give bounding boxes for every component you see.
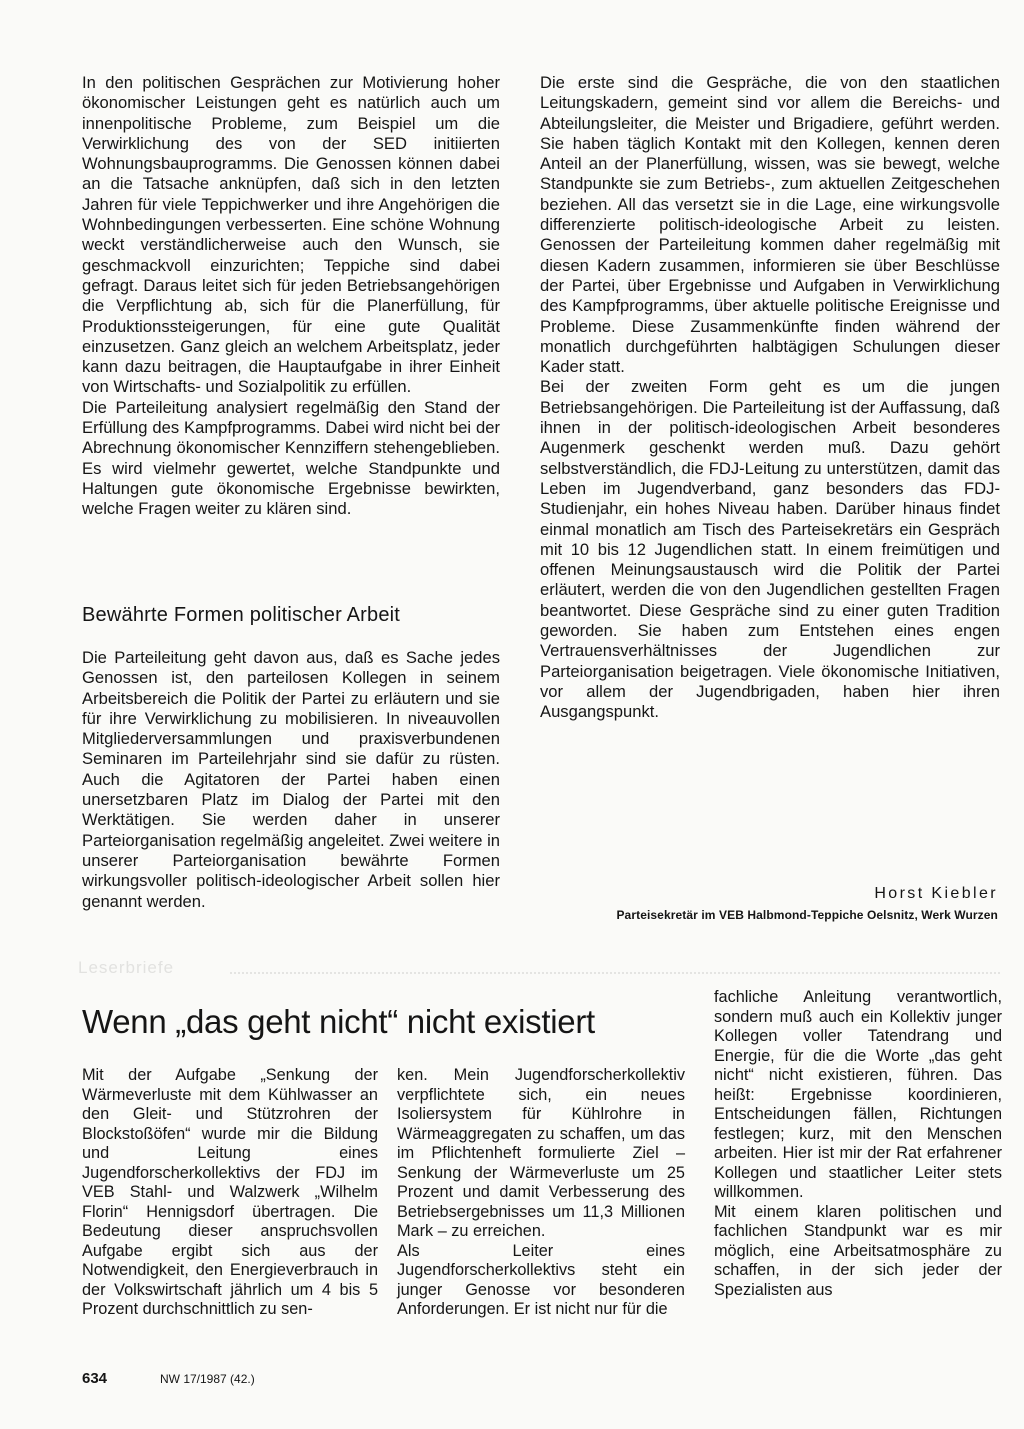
article-column-left xyxy=(82,73,500,520)
issue-reference: NW 17/1987 (42.) xyxy=(160,1372,255,1386)
page-number: 634 xyxy=(82,1370,108,1387)
letter-headline: Wenn „das geht nicht“ nicht existiert xyxy=(82,1003,595,1040)
section-subheading: Bewährte Formen politischer Arbeit xyxy=(82,604,401,626)
paragraph: Bei der zweiten Form geht es um die jungen Betriebsangehörigen. Die Parteileitung ist der Auffassung, daß ihnen in der politisch-ideologischen Arbeit besonderes Augenmerk geschenkt werden muß. Dazu gehört selbstverständlich, die FDJ-Leitung zu unterstützen, damit das Leben im Jugendverband, ganz besonders das FDJ-Studienjahr, ein hohes Niveau haben. Darüber hinaus findet einmal monatlich am Tisch des Parteisekretärs ein Gespräch mit 10 bis 12 Jugendlichen statt. In einem freimütigen und offenen Meinungsaustausch wird die Politik der Partei erläutert, werden die von den Jugendlichen gestellten Fragen beantwortet. Diese Gespräche sind zu einer guten Tradition geworden. Sie haben zum Entstehen eines engen Vertrauensverhältnisses der Jugendlichen zur Parteiorganisation beigetragen. Viele ökonomische Initiativen, vor allem der Jugendbrigaden, haben hier ihren Ausgangspunkt. xyxy=(540,377,1000,722)
paragraph: Die erste sind die Gespräche, die von den staatlichen Leitungskadern, gemeint sind vor allem die Bereichs- und Abteilungsleiter, die Meister und Brigadiere, geführt werden. Sie haben täglich Kontakt mit den Kollegen, kennen deren Anteil an der Planerfüllung, wissen, was sie bewegt, welche Standpunkte sie zum Betriebs-, zum aktuellen Zeitgeschehen beziehen. All das versetzt sie in die Lage, eine wirkungsvolle differenzierte politisch-ideologische Arbeit zu leisten. Genossen der Parteileitung kommen daher regelmäßig mit diesen Kadern zusammen, informieren sie über Beschlüsse der Partei, über Ergebnisse und Aufgaben in Verwirklichung des Kampfprogramms, über aktuelle politische Ereignisse und Probleme. Diese Zusammenkünfte finden während der monatlich durchgeführten halbtägigen Schulungen dieser Kader statt. xyxy=(540,73,1000,377)
author-affiliation: Parteisekretär im VEB Halbmond-Teppiche Oelsnitz, Werk Wurzen xyxy=(616,908,998,922)
paragraph: ken. Mein Jugendforscherkollektiv verpflichtete sich, ein neues Isoliersystem für Kühlrohre in Wärmeaggregaten zu schaffen, um das im Pflichtenheft formulierte Ziel – Senkung der Wärmeverluste um 25 Prozent und damit Verbesserung des Betriebsergebnisses um 11,3 Millionen Mark – zu erreichen. xyxy=(397,1066,685,1240)
paragraph: In den politischen Gesprächen zur Motivierung hoher ökonomischer Leistungen geht es natürlich auch um innenpolitische Probleme, zum Beispiel um die Verwirklichung des von der SED initiierten Wohnungsbauprogramms. Die Genossen können dabei an die Tatsache anknüpfen, daß sich in den letzten Jahren für viele Teppichwerker und ihre Angehörigen die Wohnbedingungen verbesserten. Eine schöne Wohnung weckt verständlicherweise auch den Wunsch, sie geschmackvoll einzurichten; Teppiche sind dabei gefragt. Daraus leitet sich für jeden Betriebsangehörigen die Verpflichtung ab, sich für die Planerfüllung, für Produktionssteigerungen, für eine gute Qualität einzusetzen. Ganz gleich an welchem Arbeitsplatz, jeder kann dazu beitragen, die Hauptaufgabe in ihrer Einheit von Wirtschafts- und Sozialpolitik zu erfüllen. xyxy=(82,73,500,397)
paragraph: Als Leiter eines Jugendforscherkollektivs steht ein junger Genosse vor besonderen Anforderungen. Er ist nicht nur für die xyxy=(397,1241,685,1318)
letter-column-3 xyxy=(714,988,1002,1300)
letter-column-2 xyxy=(397,1066,685,1320)
section-label-faded: Leserbriefe xyxy=(78,958,175,977)
article-column-left-continued xyxy=(82,648,500,912)
paragraph: Mit der Aufgabe „Senkung der Wärmeverluste mit dem Kühlwasser an den Gleit- und Stützrohren der Blockstoßöfen“ wurde mir die Bildung und Leitung eines Jugendforscherkollektivs der FDJ im VEB Stahl- und Walzwerk „Wilhelm Florin“ Hennigsdorf übertragen. Die Bedeutung dieser anspruchsvollen Aufgabe ergibt sich aus der Notwendigkeit, den Energieverbrauch in der Volkswirtschaft jährlich um 4 bis 5 Prozent durchschnittlich zu sen- xyxy=(82,1066,378,1318)
author-name: Horst Kiebler xyxy=(874,885,998,902)
paragraph: fachliche Anleitung verantwortlich, sondern muß auch ein Kollektiv junger Kollegen voller Tatendrang und Energie, für die die Worte „das geht nicht“ nicht existieren, führen. Das heißt: Ergebnisse koordinieren, Entscheidungen fällen, Richtungen festlegen; kurz, mit den Menschen arbeiten. Hier ist mir der Rat erfahrener Kollegen und staatlicher Leiter stets willkommen. xyxy=(714,988,1002,1201)
paragraph: Die Parteileitung analysiert regelmäßig den Stand der Erfüllung des Kampfprogramms. Dabei wird nicht bei der Abrechnung ökonomischer Kennziffern stehengeblieben. Es wird vielmehr gewertet, welche Standpunkte und Haltungen gute ökonomische Ergebnisse bewirkten, welche Fragen weiter zu klären sind. xyxy=(82,397,500,519)
paragraph: Die Parteileitung geht davon aus, daß es Sache jedes Genossen ist, den parteilosen Kollegen in seinem Arbeitsbereich die Politik der Partei zu erläutern und sie für ihre Verwirklichung zu mobilisieren. In niveauvollen Mitgliederversammlungen und praxisverbundenen Seminaren im Parteilehrjahr sind sie dafür zu rüsten. Auch die Agitatoren der Partei haben einen unersetzbaren Platz im Dialog der Partei mit den Werktätigen. Sie werden daher in unserer Parteiorganisation regelmäßig angeleitet. Zwei weitere in unserer Parteiorganisation bewährte Formen wirkungsvoller politisch-ideologischer Arbeit sollen hier genannt werden. xyxy=(82,648,500,911)
article-column-right xyxy=(540,73,1000,723)
paragraph: Mit einem klaren politischen und fachlichen Standpunkt war es mir möglich, eine Arbeitsatmosphäre zu schaffen, in der sich jeder der Spezialisten aus xyxy=(714,1202,1002,1299)
letter-column-1 xyxy=(82,1066,378,1320)
section-divider xyxy=(230,972,1000,974)
